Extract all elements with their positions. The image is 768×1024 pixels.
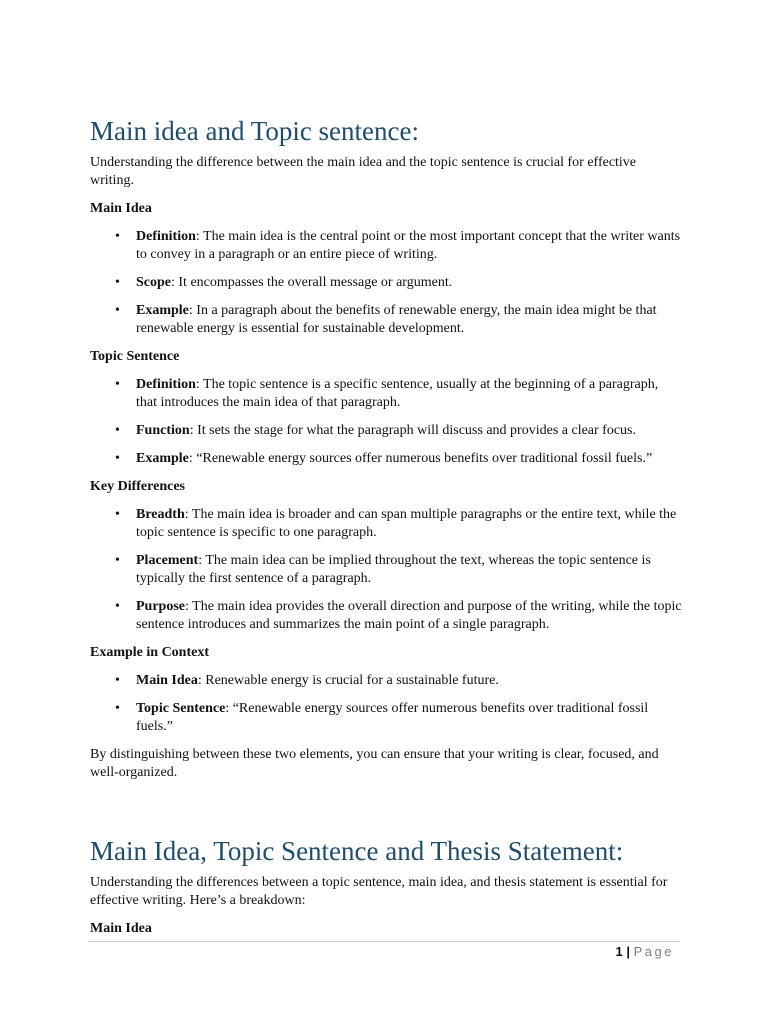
list-item <box>115 228 682 264</box>
list-item-text: : It encompasses the overall message or argument. <box>171 275 453 290</box>
bullet-icon: • <box>115 229 120 244</box>
list-item-term: Scope <box>136 275 171 290</box>
list-item <box>115 302 682 338</box>
list-item-term: Example <box>136 303 189 318</box>
list-item-text: : The main idea can be implied throughout the text, whereas the topic sentence is typically the first sentence of a paragraph. <box>136 553 651 586</box>
list-item <box>115 450 682 468</box>
bullet-icon: • <box>115 507 120 522</box>
section1-intro: Understanding the difference between the main idea and the topic sentence is crucial for effective writing. <box>90 155 637 188</box>
main-idea-list <box>90 228 682 338</box>
section2-subheading: Main Idea <box>90 921 152 936</box>
page-separator: | <box>626 944 630 959</box>
list-item-term: Placement <box>136 553 199 568</box>
list-item-text: : The topic sentence is a specific sentence, usually at the beginning of a paragraph, that introduces the main idea of that paragraph. <box>136 377 659 410</box>
list-item-term: Function <box>136 423 190 438</box>
list-item <box>115 506 682 542</box>
bullet-icon: • <box>115 673 120 688</box>
list-item-text: : It sets the stage for what the paragraph will discuss and provides a clear focus. <box>189 423 636 438</box>
list-item-term: Main Idea <box>136 673 198 688</box>
list-item-term: Purpose <box>136 599 185 614</box>
list-item-text: : The main idea is broader and can span multiple paragraphs or the entire text, while the topic sentence is specific to one paragraph. <box>136 507 677 540</box>
example-in-context-list <box>90 672 682 736</box>
page-number: 1 <box>615 944 623 959</box>
group-title-key-differences: Key Differences <box>90 479 185 494</box>
list-item-term: Definition <box>136 229 196 244</box>
list-item-text: : Renewable energy is crucial for a sustainable future. <box>197 673 499 688</box>
list-item-term: Definition <box>136 377 196 392</box>
section2-intro: Understanding the differences between a topic sentence, main idea, and thesis statement is essential for effective writing. Here’s a breakdown: <box>90 875 668 908</box>
list-item-text: : The main idea provides the overall direction and purpose of the writing, while the topic sentence introduces and summarizes the main point of a single paragraph. <box>136 599 682 632</box>
list-item-text: : In a paragraph about the benefits of renewable energy, the main idea might be that renewable energy is essential for sustainable development. <box>136 303 657 336</box>
footer-divider <box>88 941 680 942</box>
bullet-icon: • <box>115 553 120 568</box>
list-item <box>115 552 682 588</box>
list-item <box>115 598 682 634</box>
list-item-term: Topic Sentence <box>136 701 226 716</box>
page-label: Page <box>633 944 674 959</box>
bullet-icon: • <box>115 303 120 318</box>
page-footer <box>616 944 675 960</box>
group-title-main-idea: Main Idea <box>90 201 152 216</box>
list-item-text: : “Renewable energy sources offer numerous benefits over traditional fossil fuels.” <box>136 701 649 734</box>
page-content <box>90 114 682 948</box>
topic-sentence-list <box>90 376 682 468</box>
list-item <box>115 700 682 736</box>
list-item <box>115 672 682 690</box>
list-item-term: Breadth <box>136 507 185 522</box>
section1-heading: Main idea and Topic sentence: <box>90 116 419 146</box>
group-title-example-in-context: Example in Context <box>90 645 209 660</box>
key-differences-list <box>90 506 682 634</box>
list-item <box>115 376 682 412</box>
section2-heading: Main Idea, Topic Sentence and Thesis Statement: <box>90 836 624 866</box>
list-item <box>115 422 682 440</box>
bullet-icon: • <box>115 599 120 614</box>
list-item-text: : The main idea is the central point or the most important concept that the writer wants to convey in a paragraph or an entire piece of writing. <box>136 229 681 262</box>
bullet-icon: • <box>115 701 120 716</box>
bullet-icon: • <box>115 377 120 392</box>
list-item-term: Example <box>136 451 189 466</box>
bullet-icon: • <box>115 275 120 290</box>
list-item <box>115 274 682 292</box>
group-title-topic-sentence: Topic Sentence <box>90 349 180 364</box>
bullet-icon: • <box>115 451 120 466</box>
bullet-icon: • <box>115 423 120 438</box>
list-item-text: : “Renewable energy sources offer numerous benefits over traditional fossil fuels.” <box>188 451 653 466</box>
section1-conclusion: By distinguishing between these two elements, you can ensure that your writing is clear, focused, and well-organized. <box>90 747 659 780</box>
